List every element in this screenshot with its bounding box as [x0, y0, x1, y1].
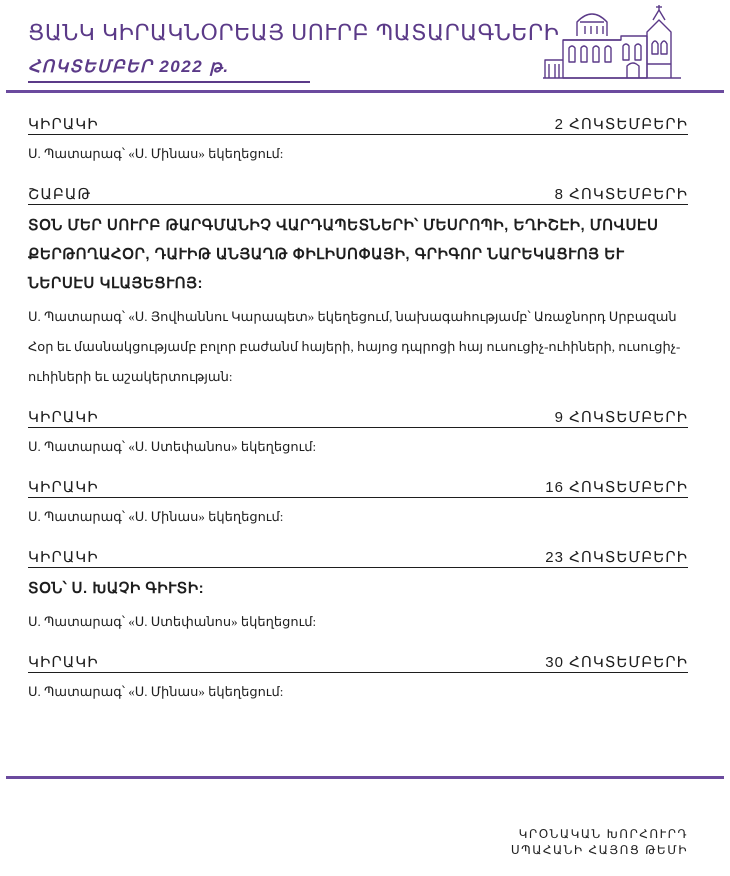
month-subtitle: ՀՈԿՏԵՄԲԵՐ 2022 թ.	[28, 57, 230, 76]
event-heading	[28, 405, 688, 428]
event-item	[28, 112, 688, 169]
event-heading	[28, 475, 688, 498]
event-item	[28, 182, 688, 392]
event-title: ՏՕՆ ՄԵՐ ՍՈՒՐԲ ԹԱՐԳՄԱՆԻՉ ՎԱՐԴԱՊԵՏՆԵՐԻ՝ ՄԵՍՐՈՊԻ, ԵՂԻՇԷԻ, ՄՈՎՍԷՍ ՔԵՐԹՈՂԱՀՕՐ, ԴԱՒԻԹ ԱՆՅԱՂԹ ՓԻԼԻՍՈՓԱՅԻ, ԳՐԻԳՈՐ ՆԱՐԵԿԱՑՒՈՅ ԵՒ ՆԵՐՍԷՍ ԿԼԱՅԵՑՒՈՅ:	[28, 217, 659, 292]
event-day: ԿԻՐԱԿԻ	[28, 654, 99, 671]
event-description: Ս. Պատարագ՝ «Ս. Յովհաննու Կարապետ» եկեղեցում, նախագահությամբ՝ Առաջնորդ Սրբազան Հօր եւ մասնակցությամբ բոլոր բաժանմ հայերի, հայոց դպրոցի հայ ուսուցիչ-ուհիների, ուսուցիչ-ուհիների եւ աշակերտության:	[28, 309, 681, 384]
event-day: ԿԻՐԱԿԻ	[28, 409, 99, 426]
event-description: Ս. Պատարագ՝ «Ս. Ստեփանոս» եկեղեցում:	[28, 614, 317, 629]
event-title: ՏՕՆ՝ Ս. ԽԱՉԻ ԳԻՒՏԻ:	[28, 580, 205, 597]
page-title: ՑԱՆԿ ԿԻՐԱԿՆՕՐԵԱՅ ՍՈՒՐԲ ՊԱՏԱՐԱԳՆԵՐԻ	[28, 20, 560, 45]
footer-line-diocese: ՍՊԱՀԱՆԻ ՀԱՅՈՑ ԹԵՄԻ	[510, 843, 688, 857]
event-description: Ս. Պատարագ՝ «Ս. Մինաս» եկեղեցում:	[28, 509, 284, 524]
event-date: 8 ՀՈԿՏԵՄԲԵՐԻ	[554, 186, 688, 203]
event-item	[28, 475, 688, 532]
event-date: 2 ՀՈԿՏԵՄԲԵՐԻ	[554, 116, 688, 133]
footer-line-council: ԿՐՕՆԱԿԱՆ ԽՈՐՀՈՒՐԴ	[518, 827, 688, 841]
header-divider	[6, 90, 724, 93]
event-day: ՇԱԲԱԹ	[28, 186, 92, 203]
subtitle-underline	[28, 81, 310, 83]
footer-divider	[6, 776, 724, 779]
event-item	[28, 545, 688, 637]
event-day: ԿԻՐԱԿԻ	[28, 479, 99, 496]
event-heading	[28, 650, 688, 673]
event-item	[28, 650, 688, 707]
event-date: 9 ՀՈԿՏԵՄԲԵՐԻ	[554, 409, 688, 426]
event-description: Ս. Պատարագ՝ «Ս. Մինաս» եկեղեցում:	[28, 684, 284, 699]
footer-signature	[511, 826, 688, 858]
event-date: 23 ՀՈԿՏԵՄԲԵՐԻ	[545, 549, 688, 566]
event-description: Ս. Պատարագ՝ «Ս. Մինաս» եկեղեցում:	[28, 146, 284, 161]
church-drawing-icon	[535, 4, 685, 82]
event-heading	[28, 112, 688, 135]
event-date: 16 ՀՈԿՏԵՄԲԵՐԻ	[545, 479, 688, 496]
event-day: ԿԻՐԱԿԻ	[28, 549, 99, 566]
page-header	[0, 0, 730, 92]
event-heading	[28, 182, 688, 205]
event-description: Ս. Պատարագ՝ «Ս. Ստեփանոս» եկեղեցում:	[28, 439, 317, 454]
event-day: ԿԻՐԱԿԻ	[28, 116, 99, 133]
events-list	[28, 112, 688, 720]
event-item	[28, 405, 688, 462]
event-date: 30 ՀՈԿՏԵՄԲԵՐԻ	[545, 654, 688, 671]
event-heading	[28, 545, 688, 568]
